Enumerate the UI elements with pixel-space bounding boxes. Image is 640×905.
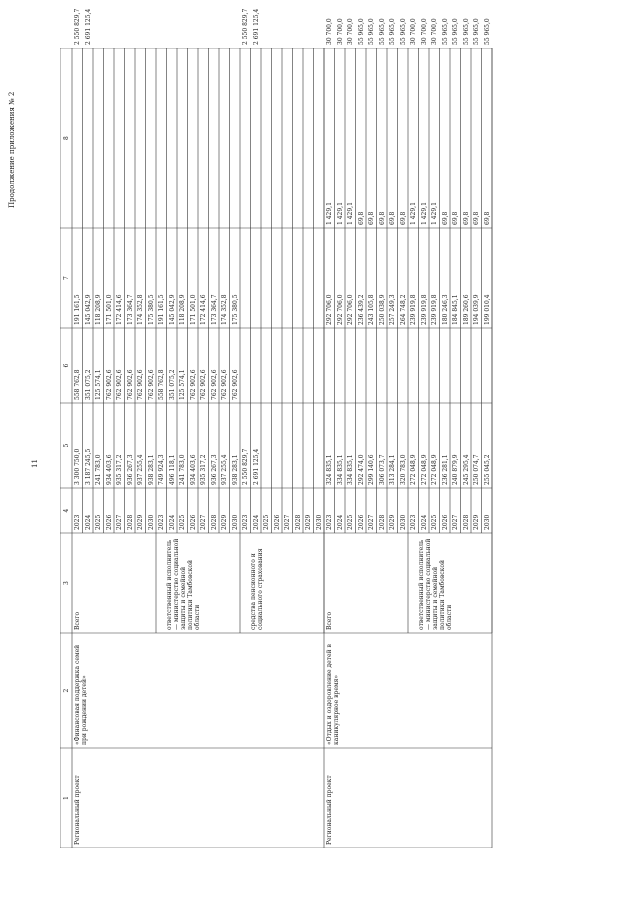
value-cell: 69,8 [452,211,459,225]
year-cell: 2023 [74,514,81,530]
funding-source-label: ответственный исполнитель — министерство социальной защиты и семейной политики Тамбовской области [418,538,453,630]
column-number: 3 [63,581,70,585]
value-cell: 69,8 [399,211,407,225]
value-cell: 175 380,5 [147,294,155,325]
value-cell: 173 364,7 [210,294,218,325]
value-cell: 2 691 125,4 [252,8,260,45]
value-cell: 239 919,8 [420,294,428,325]
value-cell: 173 364,7 [126,294,134,325]
value-cell: 69,8 [368,211,375,225]
value-cell: 936 267,3 [210,454,218,485]
value-cell: 1 429,1 [431,202,438,225]
value-cell: 762 902,6 [116,369,123,400]
year-cell: 2026 [357,514,365,530]
year-cell: 2024 [168,514,176,530]
value-cell: 762 902,6 [231,369,239,400]
year-cell: 2023 [410,514,417,530]
value-cell: 351 075,2 [84,369,92,400]
value-cell: 306 073,7 [378,454,386,485]
year-cell: 2026 [189,514,197,530]
value-cell: 243 105,8 [368,294,375,325]
value-cell: 240 879,9 [452,454,459,485]
value-cell: 3 187 245,5 [84,448,92,485]
value-cell: 69,8 [378,211,386,225]
value-cell: 272 048,9 [431,454,438,485]
year-cell: 2030 [399,514,407,530]
year-cell: 2027 [116,514,123,530]
year-cell: 2025 [347,514,354,530]
value-cell: 1 429,1 [347,202,354,225]
budget-table [60,48,580,848]
year-cell: 2023 [326,514,333,530]
value-cell: 55 965,0 [441,18,449,45]
year-cell: 2028 [210,514,218,530]
year-cell: 2027 [368,514,375,530]
value-cell: 938 283,1 [147,454,155,485]
value-cell: 55 965,0 [399,18,407,45]
value-cell: 334 835,1 [336,454,344,485]
value-cell: 351 075,2 [168,369,176,400]
value-cell: 191 161,5 [158,294,165,325]
value-cell: 762 902,6 [210,369,218,400]
value-cell: 174 352,8 [221,294,228,325]
value-cell: 55 965,0 [378,18,386,45]
year-cell: 2028 [462,514,470,530]
project-name: «Финансовая поддержка семей при рождении детей» [74,644,88,745]
year-cell: 2024 [420,514,428,530]
value-cell: 934 403,6 [189,454,197,485]
value-cell: 762 902,6 [189,369,197,400]
value-cell: 250 074,7 [473,454,480,485]
value-cell: 55 965,0 [462,18,470,45]
year-cell: 2026 [273,514,281,530]
value-cell: 250 038,9 [378,294,386,325]
funding-source-label: средства пенсионного и социального страхования [250,548,264,630]
column-number: 4 [63,508,70,513]
value-cell: 125 574,1 [95,369,102,400]
value-cell: 194 039,9 [473,294,480,325]
value-cell: 762 902,6 [137,369,144,400]
value-cell: 1 429,1 [326,202,333,225]
value-cell: 936 267,3 [126,454,134,485]
value-cell: 937 255,4 [137,454,144,485]
project-type: Региональный проект [326,775,333,845]
value-cell: 191 161,5 [74,294,81,325]
value-cell: 30 700,0 [336,18,344,45]
value-cell: 69,8 [357,211,365,225]
year-cell: 2028 [378,514,386,530]
page-number: 11 [31,459,39,468]
value-cell: 749 924,3 [158,454,165,485]
funding-source-label: Всего [326,611,333,630]
value-cell: 145 042,9 [168,294,176,325]
column-number: 7 [63,276,70,280]
value-cell: 938 283,1 [231,454,239,485]
value-cell: 1 429,1 [420,202,428,225]
value-cell: 558 762,8 [74,369,81,400]
column-number: 2 [63,688,70,693]
value-cell: 30 700,0 [326,18,333,45]
value-cell: 55 965,0 [473,18,480,45]
year-cell: 2030 [483,514,491,530]
value-cell: 69,8 [462,211,470,225]
value-cell: 180 246,3 [441,294,449,325]
value-cell: 118 208,9 [179,294,186,325]
value-cell: 199 010,4 [483,294,491,325]
value-cell: 30 700,0 [410,18,417,45]
funding-source-label: ответственный исполнитель — министерство социальной защиты и семейной политики Тамбовской области [166,538,201,630]
value-cell: 69,8 [441,211,449,225]
value-cell: 69,8 [389,211,396,225]
value-cell: 236 281,1 [441,454,449,485]
year-cell: 2029 [473,514,480,530]
project-type: Региональный проект [74,775,81,845]
value-cell: 171 501,0 [189,294,197,325]
value-cell: 69,8 [483,211,491,225]
year-cell: 2025 [431,514,438,530]
value-cell: 241 783,0 [95,454,102,485]
year-cell: 2029 [137,514,144,530]
funding-source-label: Всего [74,611,81,630]
value-cell: 171 501,0 [105,294,113,325]
value-cell: 937 255,4 [221,454,228,485]
value-cell: 762 902,6 [105,369,113,400]
value-cell: 292 706,0 [347,294,354,325]
value-cell: 69,8 [473,211,480,225]
year-cell: 2029 [389,514,396,530]
value-cell: 272 048,9 [410,454,417,485]
value-cell: 118 208,9 [95,294,102,325]
year-cell: 2027 [284,514,291,530]
value-cell: 55 965,0 [389,18,396,45]
value-cell: 2 691 125,4 [252,448,260,485]
value-cell: 55 965,0 [452,18,459,45]
year-cell: 2028 [126,514,134,530]
value-cell: 313 284,1 [389,454,396,485]
value-cell: 255 045,2 [483,454,491,485]
value-cell: 324 835,1 [326,454,333,485]
year-cell: 2024 [252,514,260,530]
value-cell: 1 429,1 [410,202,417,225]
value-cell: 236 439,2 [357,294,365,325]
appendix-continuation-note: Продолжение приложения № 2 [8,91,16,208]
year-cell: 2030 [315,514,323,530]
value-cell: 184 845,1 [452,294,459,325]
value-cell: 55 965,0 [483,18,491,45]
value-cell: 145 042,9 [84,294,92,325]
year-cell: 2030 [231,514,239,530]
value-cell: 174 352,8 [137,294,144,325]
value-cell: 2 550 829,7 [74,8,81,45]
value-cell: 30 700,0 [347,18,354,45]
value-cell: 1 429,1 [336,202,344,225]
value-cell: 3 300 750,0 [74,448,81,485]
value-cell: 239 919,8 [410,294,417,325]
value-cell: 172 414,6 [200,294,207,325]
value-cell: 558 762,8 [158,369,165,400]
value-cell: 264 748,2 [399,294,407,325]
value-cell: 762 902,6 [200,369,207,400]
value-cell: 30 700,0 [431,18,438,45]
column-number: 5 [63,443,70,448]
year-cell: 2025 [95,514,102,530]
year-cell: 2024 [84,514,92,530]
value-cell: 239 919,8 [431,294,438,325]
value-cell: 292 706,0 [336,294,344,325]
project-name: «Отдых и оздоровление детей в каникулярное время» [326,644,340,745]
value-cell: 762 902,6 [147,369,155,400]
value-cell: 241 783,0 [179,454,186,485]
value-cell: 935 317,2 [116,454,123,485]
value-cell: 762 902,6 [126,369,134,400]
year-cell: 2028 [294,514,302,530]
rotated-landscape-sheet [8,8,580,848]
value-cell: 762 902,6 [221,369,228,400]
value-cell: 496 118,1 [168,454,176,485]
year-cell: 2029 [221,514,228,530]
year-cell: 2027 [200,514,207,530]
value-cell: 334 835,1 [347,454,354,485]
value-cell: 320 783,0 [399,454,407,485]
value-cell: 2 691 125,4 [84,8,92,45]
value-cell: 292 706,0 [326,294,333,325]
value-cell: 272 048,9 [420,454,428,485]
year-cell: 2023 [158,514,165,530]
value-cell: 55 965,0 [357,18,365,45]
year-cell: 2027 [452,514,459,530]
column-number: 8 [63,136,70,140]
value-cell: 172 414,6 [116,294,123,325]
value-cell: 30 700,0 [420,18,428,45]
year-cell: 2023 [242,514,249,530]
value-cell: 2 550 829,7 [242,8,249,45]
year-cell: 2029 [305,514,312,530]
year-cell: 2025 [263,514,270,530]
value-cell: 55 965,0 [368,18,375,45]
value-cell: 299 140,6 [368,454,375,485]
year-cell: 2030 [147,514,155,530]
value-cell: 257 249,3 [389,294,396,325]
value-cell: 245 295,4 [462,454,470,485]
column-number: 1 [63,796,70,800]
year-cell: 2026 [441,514,449,530]
value-cell: 189 260,6 [462,294,470,325]
year-cell: 2026 [105,514,113,530]
value-cell: 935 317,2 [200,454,207,485]
value-cell: 2 550 829,7 [242,448,249,485]
value-cell: 292 474,0 [357,454,365,485]
value-cell: 175 380,5 [231,294,239,325]
value-cell: 934 403,6 [105,454,113,485]
year-cell: 2024 [336,514,344,530]
value-cell: 125 574,1 [179,369,186,400]
year-cell: 2025 [179,514,186,530]
column-number: 6 [63,363,70,368]
